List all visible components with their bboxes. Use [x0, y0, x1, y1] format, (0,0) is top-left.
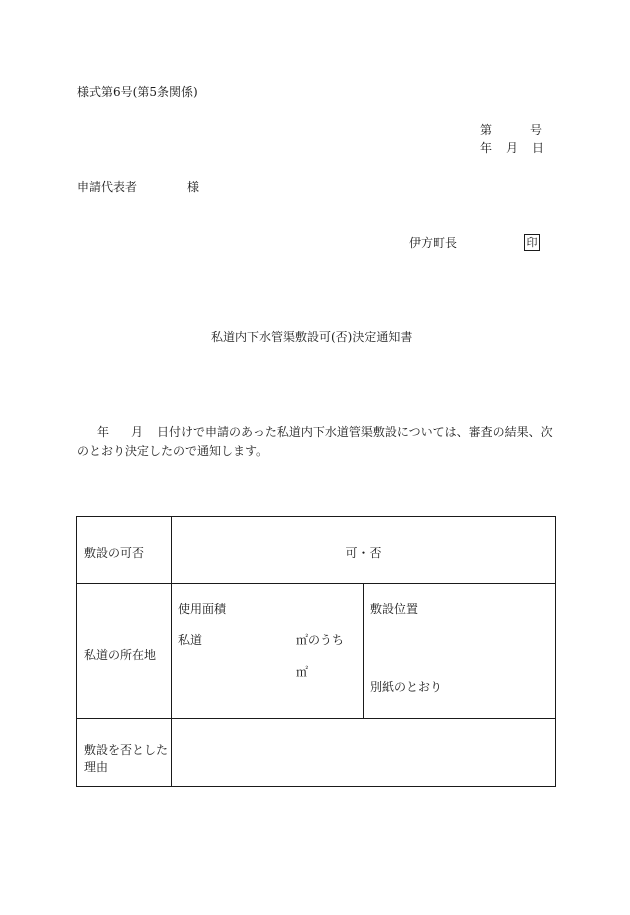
issuer-title: 伊方町長 — [409, 236, 458, 250]
area-unit: ㎡ — [296, 665, 309, 679]
body-date-month: 月 — [131, 425, 144, 439]
document-date — [480, 142, 544, 154]
approval-label: 敷設の可否 — [84, 546, 145, 560]
date-month: 月 — [506, 141, 519, 155]
date-year: 年 — [480, 141, 493, 155]
approval-value: 可・否 — [345, 546, 382, 560]
document-number — [480, 124, 542, 136]
location-label-cell — [77, 584, 172, 719]
reason-label-line1: 敷設を否とした — [84, 743, 169, 757]
position-value: 別紙のとおり — [370, 680, 443, 694]
reason-label-cell — [77, 719, 172, 787]
position-cell — [364, 584, 556, 719]
position-heading: 敷設位置 — [370, 602, 419, 616]
doc-number-suffix: 号 — [530, 123, 543, 137]
body-text-rest: 日付けで申請のあった私道内下水道管渠敷設については、審査の結果、次 — [157, 425, 553, 439]
date-day: 日 — [532, 141, 545, 155]
area-heading: 使用面積 — [178, 602, 227, 616]
decision-table — [76, 516, 556, 787]
area-unit-of: ㎡のうち — [296, 633, 345, 647]
seal-mark: 印 — [524, 234, 540, 251]
approval-label-cell — [77, 517, 172, 584]
approval-value-cell — [172, 517, 556, 584]
addressee — [77, 181, 199, 193]
location-label: 私道の所在地 — [84, 648, 157, 662]
addressee-label: 申請代表者 — [77, 180, 138, 194]
area-cell — [172, 584, 364, 719]
reason-value-cell[interactable] — [172, 719, 556, 787]
form-number: 様式第6号(第5条関係) — [77, 85, 198, 99]
addressee-honorific: 様 — [187, 180, 200, 194]
body-text-line2: のとおり決定したので通知します。 — [77, 444, 269, 458]
body-date-year: 年 — [97, 425, 110, 439]
reason-label-line2: 理由 — [84, 760, 109, 774]
private-road-label: 私道 — [178, 633, 203, 647]
table-row-location — [77, 584, 556, 719]
doc-number-prefix: 第 — [480, 123, 493, 137]
body-text-line1 — [97, 426, 553, 438]
table-row-approval — [77, 517, 556, 584]
document-title: 私道内下水管渠敷設可(否)決定通知書 — [211, 330, 413, 344]
table-row-reason — [77, 719, 556, 787]
